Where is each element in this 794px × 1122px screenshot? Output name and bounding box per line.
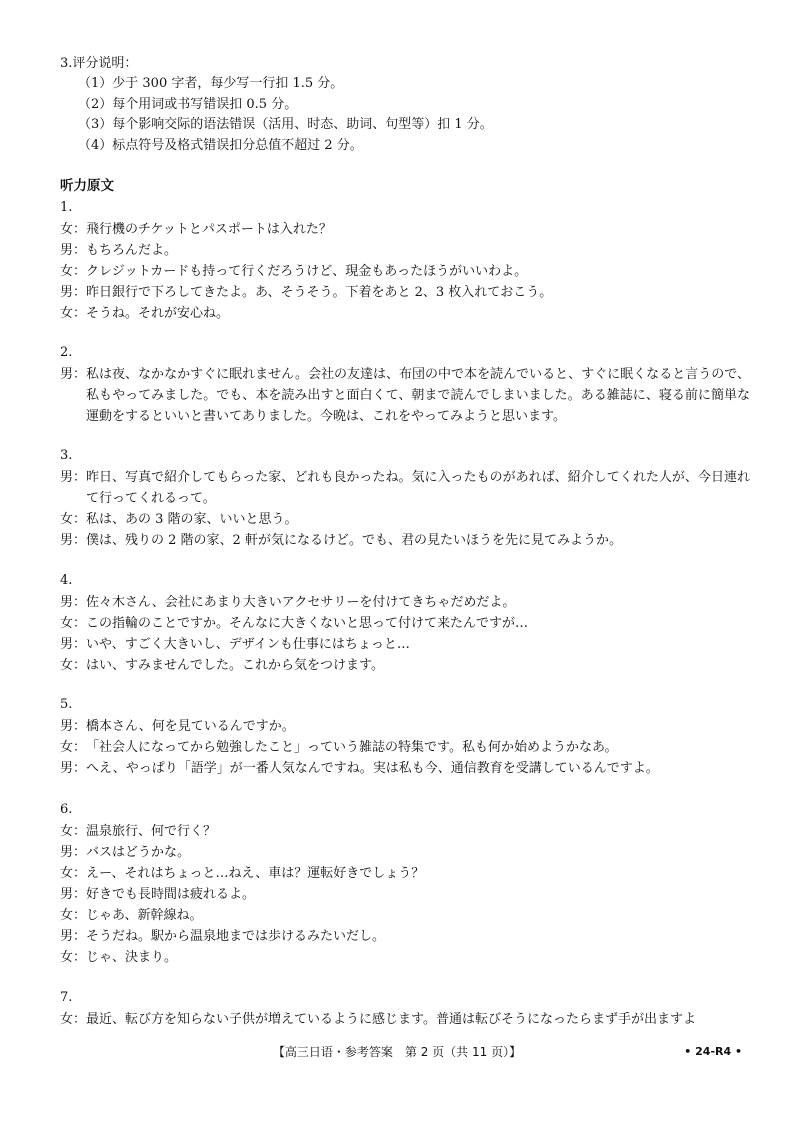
dialog-4 [60,571,750,676]
dialog-line [60,842,750,863]
speaker-label: 女： [60,658,87,673]
line-text: じゃ、決まり。 [86,950,178,965]
dialog-line [60,613,750,634]
speaker-label: 男： [60,243,87,258]
line-text: じゃあ、新幹線ね。 [86,908,203,923]
dialog-line [60,884,750,905]
dialog-line [60,758,750,779]
line-text: 好きでも長時間は疲れるよ。 [86,887,256,902]
dialog-line [60,926,750,947]
footer-page-info: 【高三日语・参考答案 第 2 页（共 11 页）】 [272,1045,522,1059]
line-text: へえ、やっぱり「語学」が一番人気なんですね。実は私も今、通信教育を受講しているんですよ。 [86,761,659,776]
grading-title: 3.评分说明： [60,56,138,71]
dialog-2 [60,343,750,427]
line-text: この指輪のことですか。そんなに大きくないと思って付けて来たんですが… [86,616,529,631]
line-text: 「社会人になってから勉強したこと」っていう雑誌の特集です。私も何か始めようかなあ。 [86,740,618,755]
line-text: 昨日、写真で紹介してもらった家、どれも良かったね。気に入ったものがあれば、紹介してくれた人が、今日連れて行ってくれるって。 [86,470,750,506]
speaker-label: 女： [60,908,87,923]
speaker-label: 男： [60,845,87,860]
dialog-1 [60,198,750,324]
page-footer [0,1042,794,1062]
grading-item: （4）标点符号及格式错误扣分总值不超过 2 分。 [78,137,363,153]
line-text: いや、すごく大きいし、デザインも仕事にはちょっと… [86,637,410,652]
dialog-line [60,282,750,303]
dialog-line [60,905,750,926]
line-text: 温泉旅行、何で行く？ [86,824,217,839]
line-text: 飛行機のチケットとパスポートは入れた？ [86,222,332,237]
dialog-line [60,863,750,884]
dialog-line [60,821,750,842]
line-text: そうね。それが安心ね。 [86,306,230,321]
speaker-label: 女： [60,306,87,321]
dialog-number: 6. [60,802,73,817]
speaker-label: 男： [60,929,87,944]
dialog-5 [60,695,750,779]
speaker-label: 男： [60,595,87,610]
dialog-line [60,737,750,758]
footer-code: • 24-R4 • [684,1045,742,1058]
dialog-line [60,1009,750,1030]
dialog-7 [60,988,750,1030]
dialog-line [60,655,750,676]
line-text: もちろんだよ。 [86,243,178,258]
dialog-line [60,467,750,509]
speaker-label: 女： [60,1012,87,1027]
speaker-label: 女： [60,740,87,755]
line-text: 佐々木さん、会社にあまり大きいアクセサリーを付けてきちゃだめだよ。 [86,595,516,610]
speaker-label: 男： [60,285,87,300]
dialog-number: 1. [60,200,73,215]
line-text: バスはどうかな。 [86,845,191,860]
line-text: 最近、転び方を知らない子供が増えているように感じます。普通は転びそうになったらまず手が出ますよ [86,1012,696,1027]
line-text: えー、それはちょっと…ねえ、車は？運転好きでしょう？ [86,866,425,881]
dialog-number: 7. [60,990,73,1005]
speaker-label: 男： [60,761,87,776]
dialog-line [60,716,750,737]
dialog-line [60,947,750,968]
speaker-label: 女： [60,512,87,527]
speaker-label: 女： [60,222,87,237]
dialog-line [60,592,750,613]
line-text: 僕は、残りの 2 階の家、2 軒が気になるけど。でも、君の見たいほうを先に見てみようか。 [86,533,622,548]
dialog-line [60,509,750,530]
speaker-label: 女： [60,950,87,965]
dialog-number: 5. [60,697,73,712]
dialog-number: 2. [60,345,73,360]
grading-notes [60,54,760,156]
line-text: 私は、あの 3 階の家、いいと思う。 [86,512,298,527]
line-text: クレジットカードも持って行くだろうけど、現金もあったほうがいいわよ。 [86,264,528,279]
grading-item: （1）少于 300 字者，每少写一行扣 1.5 分。 [78,76,344,91]
dialog-3 [60,446,750,551]
dialog-line [60,530,750,551]
line-text: 昨日銀行で下ろしてきたよ。あ、そうそう。下着をあと 2、3 枚入れておこう。 [86,285,553,300]
grading-item: （2）每个用词或书写错误扣 0.5 分。 [78,96,298,112]
speaker-label: 男： [60,533,87,548]
line-text: 私は夜、なかなかすぐに眠れません。会社の友達は、布団の中で本を読んでいると、すぐに眠くなると言うので、私もやってみました。でも、本を読み出すと面白くて、朝まで読んでしまいました。ある雑誌に、寝る前に簡単な運動をするといいと書いてありました。今晩は、これをやってみようと思います。 [86,367,750,424]
dialog-line [60,364,750,427]
dialog-line [60,303,750,324]
speaker-label: 男： [60,887,87,902]
dialog-6 [60,800,750,968]
speaker-label: 女： [60,824,87,839]
speaker-label: 男： [60,470,87,485]
speaker-label: 男： [60,637,87,652]
dialog-line [60,240,750,261]
section-title: 听力原文 [60,178,114,194]
dialog-number: 4. [60,573,73,588]
speaker-label: 女： [60,264,87,279]
speaker-label: 女： [60,866,87,881]
speaker-label: 男： [60,719,87,734]
speaker-label: 女： [60,616,87,631]
dialog-line [60,634,750,655]
line-text: 橋本さん、何を見ているんですか。 [86,719,295,734]
dialog-line [60,219,750,240]
speaker-label: 男： [60,367,87,382]
line-text: はい、すみませんでした。これから気をつけます。 [86,658,384,673]
grading-item: （3）每个影响交际的语法错误（活用、时态、助词、句型等）扣 1 分。 [78,117,493,132]
dialog-line [60,261,750,282]
line-text: そうだね。駅から温泉地までは歩けるみたいだし。 [86,929,386,944]
dialog-number: 3. [60,448,73,463]
